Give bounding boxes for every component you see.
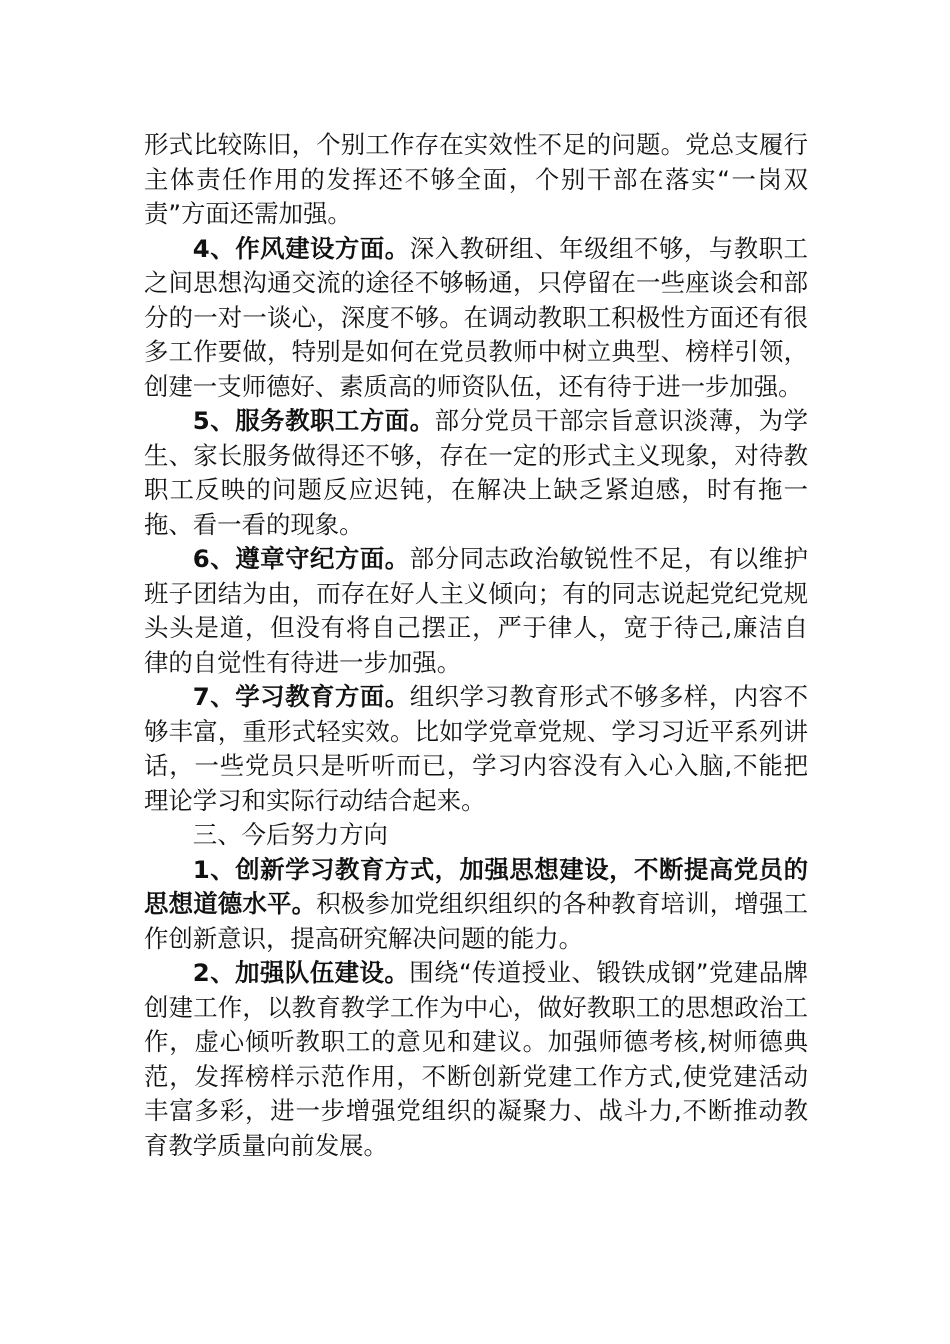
document-page bbox=[144, 128, 808, 1163]
paragraph-continuation: 形式比较陈旧，个别工作存在实效性不足的问题。党总支履行主体责任作用的发挥还不够全面，个别干部在落实“一岗双责”方面还需加强。 bbox=[144, 130, 808, 228]
paragraph-heading: 2、加强队伍建设。 bbox=[192, 958, 410, 987]
paragraph-body: 组织学习教育形式不够多样，内容不够丰富，重形式轻实效。比如学党章党规、学习习近平系列讲话，一些党员只是听听而已，学习内容没有入心入脑,不能把理论学习和实际行动结合起来。 bbox=[144, 682, 808, 815]
paragraph-heading: 7、学习教育方面。 bbox=[192, 682, 410, 711]
paragraph-body: 围绕“传道授业、锻铁成钢”党建品牌创建工作，以教育教学工作为中心，做好教职工的思想政治工作，虚心倾听教职工的意见和建议。加强师德考核,树师德典范，发挥榜样示范作用，不断创新党建工作方式,使党建活动丰富多彩，进一步增强党组织的凝聚力、战斗力,不断推动教育教学质量向前发展。 bbox=[144, 958, 808, 1160]
paragraph-study-innovation bbox=[144, 853, 808, 957]
paragraph-heading: 1、创新学习教育方式，加强思想建设，不断提高党员的思想道德水平。 bbox=[144, 854, 808, 918]
paragraph-study-issues bbox=[144, 680, 808, 818]
paragraph-body: 深入教研组、年级组不够，与教职工之间思想沟通交流的途径不够畅通，只停留在一些座谈会和部分的一对一谈心，深度不够。在调动教职工积极性方面还有很多工作要做，特别是如何在党员教师中树立典型、榜样引领，创建一支师德好、素质高的师资队伍，还有待于进一步加强。 bbox=[144, 233, 808, 401]
paragraph-style-issues bbox=[144, 232, 808, 405]
paragraph-heading: 6、遵章守纪方面。 bbox=[192, 544, 410, 573]
paragraph-body: 部分同志政治敏锐性不足，有以维护班子团结为由，而存在好人主义倾向；有的同志说起党纪党规头头是道，但没有将自己摆正，严于律人，宽于待己,廉洁自律的自觉性有待进一步加强。 bbox=[144, 544, 808, 677]
paragraph-heading: 5、服务教职工方面。 bbox=[192, 406, 435, 435]
section-title: 三、今后努力方向 bbox=[192, 820, 388, 849]
paragraph-team-building bbox=[144, 956, 808, 1163]
paragraph-service-issues bbox=[144, 404, 808, 542]
paragraph-heading: 4、作风建设方面。 bbox=[192, 233, 410, 263]
paragraph-body: 部分党员干部宗旨意识淡薄，为学生、家长服务做得还不够，存在一定的形式主义现象，对待教职工反映的问题反应迟钝，在解决上缺乏紧迫感，时有拖一拖、看一看的现象。 bbox=[144, 406, 808, 539]
paragraph-discipline-issues bbox=[144, 542, 808, 680]
paragraph-body: 积极参加党组织组织的各种教育培训，增强工作创新意识，提高研究解决问题的能力。 bbox=[144, 889, 808, 953]
